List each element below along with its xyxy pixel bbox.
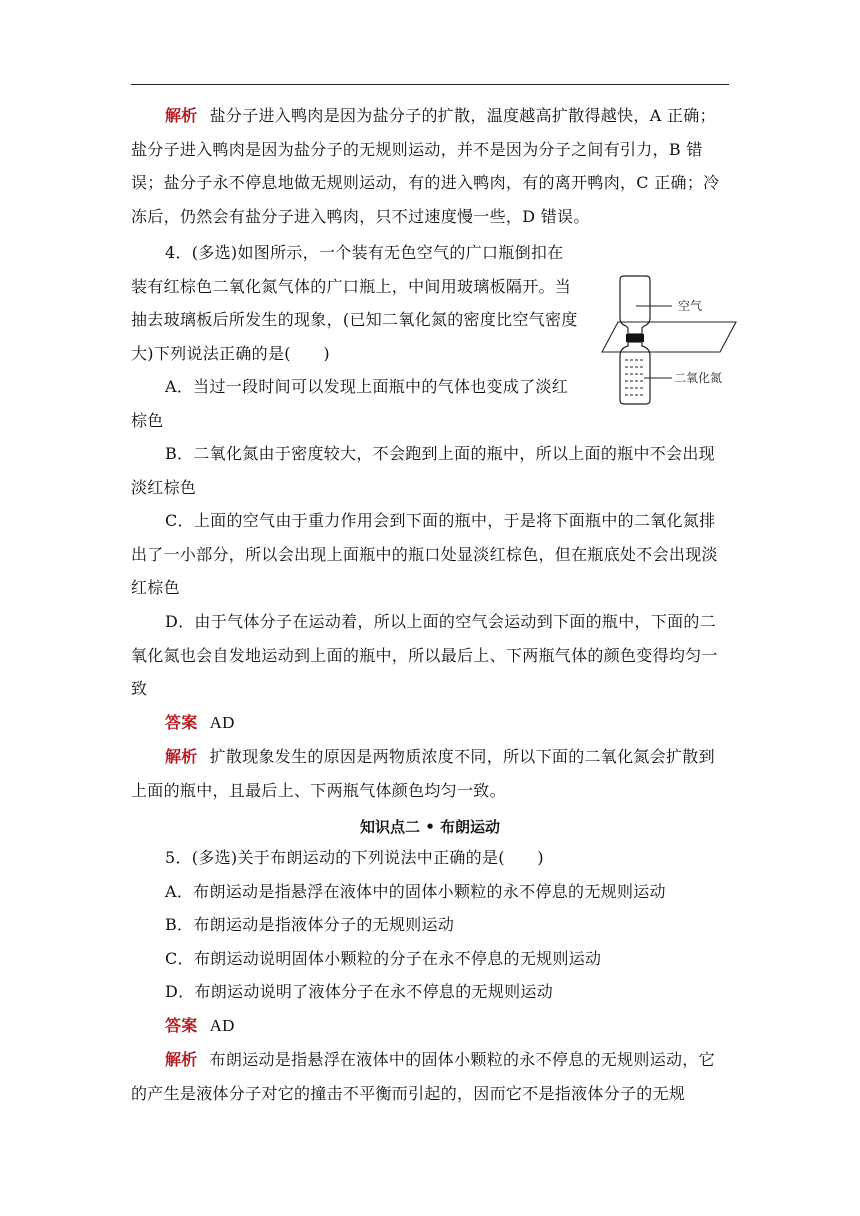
q4-answer: [131, 706, 729, 740]
q4-explanation: [131, 740, 729, 807]
explanation-text: 扩散现象发生的原因是两物质浓度不同，所以下面的二氧化氮会扩散到上面的瓶中，且最后上、下两瓶气体颜色均匀一致。: [131, 747, 715, 800]
q5-option-a: A．布朗运动是指悬浮在液体中的固体小颗粒的永不停息的无规则运动: [165, 882, 666, 901]
explanation-text: 布朗运动是指悬浮在液体中的固体小颗粒的永不停息的无规则运动，它的产生是液体分子对它的撞击不平衡而引起的，因而它不是指液体分子的无规: [131, 1050, 715, 1103]
section-heading: 知识点二 • 布朗运动: [359, 818, 501, 836]
explanation-label: 解析: [165, 1050, 198, 1069]
q4-option-c: C．上面的空气由于重力作用会到下面的瓶中，于是将下面瓶中的二氧化氮排出了一小部分，所以会出现上面瓶中的瓶口处显淡红棕色，但在瓶底处不会出现淡红棕色: [131, 511, 718, 597]
q4-stem: 4．(多选)如图所示，一个装有无色空气的广口瓶倒扣在装有红棕色二氧化氮气体的广口瓶上，中间用玻璃板隔开。当抽去玻璃板后所发生的现象，(已知二氧化氮的密度比空气密度大)下列说法正确的是( ): [131, 243, 578, 363]
answer-value: AD: [209, 1016, 235, 1035]
q5-option-b: B．布朗运动是指液体分子的无规则运动: [165, 915, 455, 934]
answer-label: 答案: [165, 713, 198, 732]
q5-stem: 5．(多选)关于布朗运动的下列说法中正确的是( ): [165, 848, 544, 867]
header-rule: [131, 84, 729, 85]
q4-option-d: D．由于气体分子在运动着，所以上面的空气会运动到下面的瓶中，下面的二氧化氮也会自发地运动到上面的瓶中，所以最后上、下两瓶气体的颜色变得均匀一致: [131, 612, 718, 698]
explanation-label: 解析: [165, 747, 198, 766]
label-air: 空气: [678, 299, 703, 313]
explanation-text: 盐分子进入鸭肉是因为盐分子的扩散，温度越高扩散得越快，A 正确；盐分子进入鸭肉是因为盐分子的无规则运动，并不是因为分子之间有引力，B 错误；盐分子永不停息地做无规则运动，有的进入鸭肉，有的离开鸭肉，C 正确；冷冻后，仍然会有盐分子进入鸭肉，只不过速度慢一些，D 错误。: [131, 106, 720, 226]
q5-option-d: D．布朗运动说明了液体分子在永不停息的无规则运动: [165, 982, 554, 1001]
explanation-label: 解析: [165, 106, 198, 125]
bottles-diagram: [598, 272, 738, 410]
q5-answer: [131, 1009, 729, 1043]
q5-explanation: [131, 1043, 729, 1110]
answer-label: 答案: [165, 1016, 198, 1035]
explanation-q3: [131, 99, 729, 233]
q4-option-b: B．二氧化氮由于密度较大，不会跑到上面的瓶中，所以上面的瓶中不会出现淡红棕色: [131, 444, 715, 497]
q5-option-c: C．布朗运动说明固体小颗粒的分子在永不停息的无规则运动: [165, 949, 602, 968]
answer-value: AD: [209, 713, 235, 732]
label-no2: 二氧化氮: [674, 371, 723, 385]
q4-option-a: A．当过一段时间可以发现上面瓶中的气体也变成了淡红棕色: [131, 377, 569, 430]
q4-figure-bottles: [598, 272, 738, 410]
